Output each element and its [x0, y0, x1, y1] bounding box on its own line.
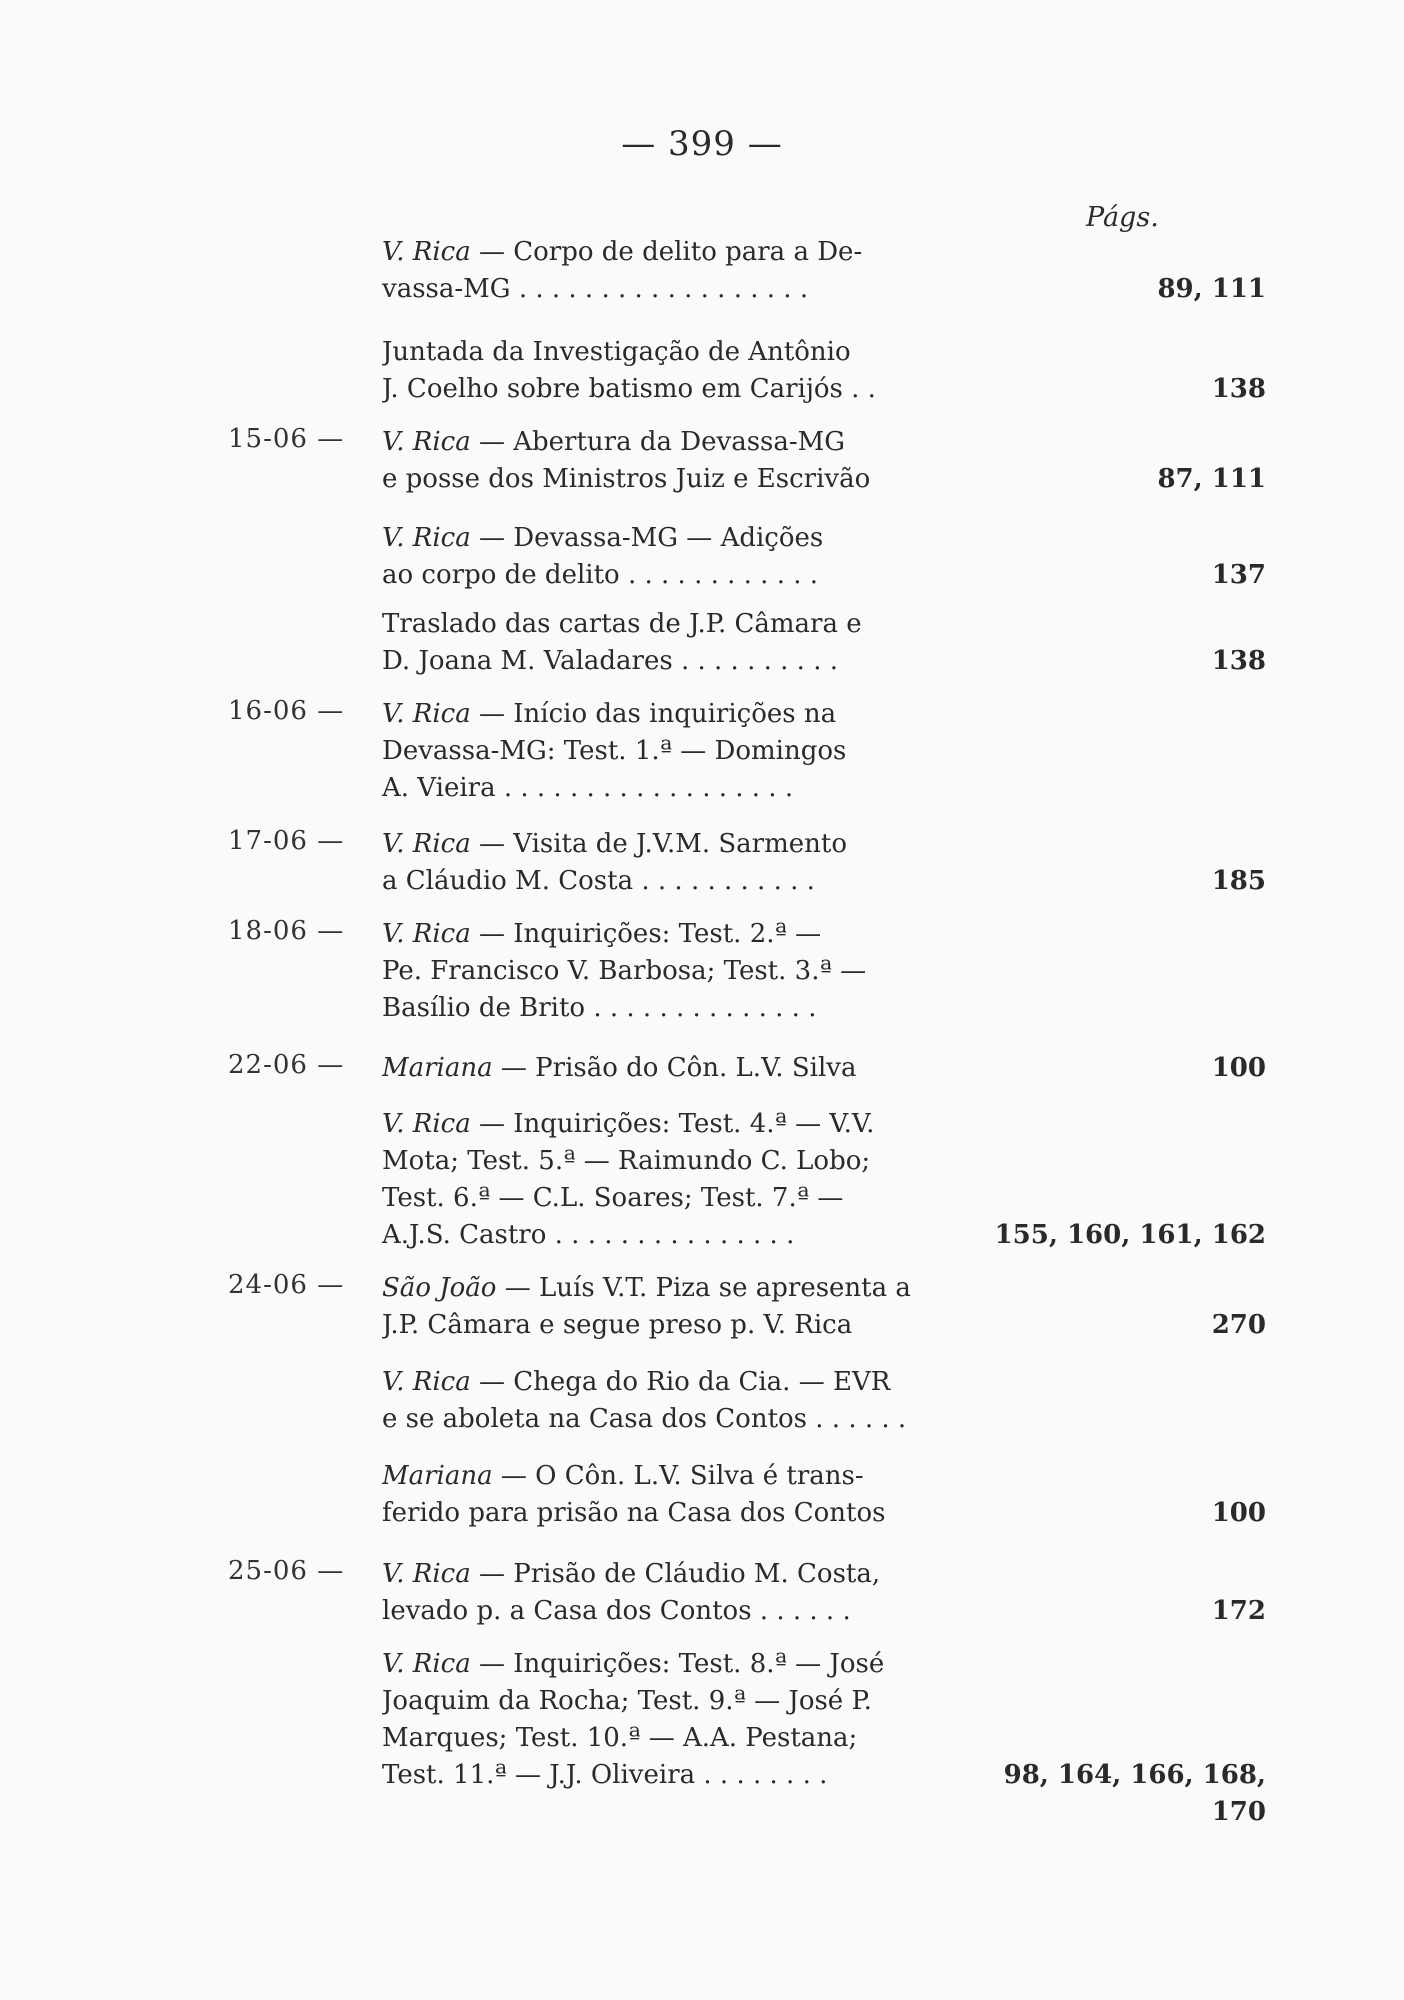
- entry-text: [382, 334, 966, 408]
- entry-line: [382, 990, 966, 1027]
- entry-line-text: Traslado das cartas de J.P. Câmara e: [382, 609, 862, 639]
- entry-text: [382, 1364, 966, 1438]
- entry-line: [382, 234, 966, 271]
- entry-line-text: Basílio de Brito . . . . . . . . . . . . . .: [382, 993, 817, 1023]
- entry-line: [382, 1757, 966, 1794]
- entry-date: 24-06 —: [228, 1270, 345, 1300]
- entry-line: [382, 1180, 966, 1217]
- entry-text: [382, 826, 966, 900]
- entry-line: [382, 1364, 966, 1401]
- entry-line: [382, 1050, 966, 1087]
- entry-pages: [986, 863, 1266, 900]
- entry-date: 22-06 —: [228, 1050, 345, 1080]
- entry-line: [382, 461, 966, 498]
- entry-pages: [986, 643, 1266, 680]
- entry-line: [382, 696, 966, 733]
- entry-place: V. Rica: [382, 1559, 471, 1589]
- entry-line-text: Test. 11.ª — J.J. Oliveira . . . . . . . .: [382, 1760, 828, 1790]
- entry-place: V. Rica: [382, 829, 471, 859]
- entry-date: 15-06 —: [228, 424, 345, 454]
- entry-pages-line: 100: [1211, 1053, 1266, 1083]
- entry-line-text: levado p. a Casa dos Contos . . . . . .: [382, 1596, 851, 1626]
- entry-text: [382, 1050, 966, 1087]
- entry-pages: [986, 1757, 1266, 1831]
- entry-line: [382, 1401, 966, 1438]
- entry-line: [382, 643, 966, 680]
- entry-pages-line: 138: [1211, 646, 1266, 676]
- entry-place: V. Rica: [382, 237, 471, 267]
- entry-text: [382, 234, 966, 308]
- entry-line: [382, 606, 966, 643]
- entry-line: [382, 1720, 966, 1757]
- entry-line: [382, 1556, 966, 1593]
- entry-pages-line: 270: [1211, 1310, 1266, 1340]
- entry-line-text: Test. 6.ª — C.L. Soares; Test. 7.ª —: [382, 1183, 844, 1213]
- entry-line-text: Marques; Test. 10.ª — A.A. Pestana;: [382, 1723, 858, 1753]
- entry-text: [382, 1646, 966, 1794]
- entry-line-text: Joaquim da Rocha; Test. 9.ª — José P.: [382, 1686, 872, 1716]
- entry-place: V. Rica: [382, 1367, 471, 1397]
- entry-place: V. Rica: [382, 427, 471, 457]
- entry-pages-line: 98, 164, 166, 168,: [1003, 1760, 1266, 1790]
- entry-line: [382, 1458, 966, 1495]
- entry-text: [382, 1556, 966, 1630]
- entry-pages: [986, 1217, 1266, 1254]
- entry-line-text: — Chega do Rio da Cia. — EVR: [478, 1367, 891, 1397]
- entry-pages-line: 137: [1211, 560, 1266, 590]
- entry-pages-line: 170: [1211, 1797, 1266, 1827]
- entry-line-text: ao corpo de delito . . . . . . . . . . . .: [382, 560, 819, 590]
- entry-pages-line: 172: [1211, 1596, 1266, 1626]
- entry-place: V. Rica: [382, 523, 471, 553]
- entry-line-text: e se aboleta na Casa dos Contos . . . . . .: [382, 1404, 907, 1434]
- entry-text: [382, 696, 966, 807]
- entry-line: [382, 1593, 966, 1630]
- entry-line: [382, 334, 966, 371]
- entry-line: [382, 424, 966, 461]
- pages-column-header: Págs.: [1086, 202, 1159, 233]
- entry-text: [382, 916, 966, 1027]
- entry-line-text: — Inquirições: Test. 2.ª —: [478, 919, 822, 949]
- entry-date: 25-06 —: [228, 1556, 345, 1586]
- entry-text: [382, 520, 966, 594]
- entry-pages: [986, 1307, 1266, 1344]
- entry-line: [382, 1683, 966, 1720]
- entry-pages: [986, 461, 1266, 498]
- entry-line: [382, 557, 966, 594]
- entry-line: [382, 1106, 966, 1143]
- entry-pages: [986, 271, 1266, 308]
- entry-place: V. Rica: [382, 1109, 471, 1139]
- entry-date: 16-06 —: [228, 696, 345, 726]
- entry-line-text: Juntada da Investigação de Antônio: [382, 337, 851, 367]
- entry-line-text: — O Côn. L.V. Silva é trans-: [500, 1461, 864, 1491]
- entry-line-text: ferido para prisão na Casa dos Contos: [382, 1498, 886, 1528]
- entry-line-text: vassa-MG . . . . . . . . . . . . . . . . . .: [382, 274, 809, 304]
- entry-line: [382, 1143, 966, 1180]
- entry-line: [382, 953, 966, 990]
- entry-line-text: Pe. Francisco V. Barbosa; Test. 3.ª —: [382, 956, 867, 986]
- entry-pages-line: 185: [1211, 866, 1266, 896]
- entry-place: São João: [382, 1273, 497, 1303]
- entry-pages: [986, 1495, 1266, 1532]
- entry-line-text: — Prisão de Cláudio M. Costa,: [478, 1559, 881, 1589]
- entry-line: [382, 1307, 966, 1344]
- entry-line-text: J. Coelho sobre batismo em Carijós . .: [382, 374, 876, 404]
- entry-date: 18-06 —: [228, 916, 345, 946]
- entry-pages-line: 155, 160, 161, 162: [994, 1220, 1266, 1250]
- entry-place: V. Rica: [382, 1649, 471, 1679]
- entry-line: [382, 520, 966, 557]
- entry-line-text: A. Vieira . . . . . . . . . . . . . . . . . .: [382, 773, 794, 803]
- entry-line-text: D. Joana M. Valadares . . . . . . . . . .: [382, 646, 838, 676]
- entry-place: Mariana: [382, 1053, 493, 1083]
- entry-place: V. Rica: [382, 699, 471, 729]
- entry-line: [382, 1495, 966, 1532]
- entry-line: [382, 826, 966, 863]
- entry-text: [382, 1106, 966, 1254]
- entry-pages: [986, 557, 1266, 594]
- entry-line-text: — Luís V.T. Piza se apresenta a: [504, 1273, 911, 1303]
- entry-place: Mariana: [382, 1461, 493, 1491]
- entry-line-text: A.J.S. Castro . . . . . . . . . . . . . . .: [382, 1220, 795, 1250]
- entry-pages: [986, 1050, 1266, 1087]
- entry-place: V. Rica: [382, 919, 471, 949]
- entry-line-text: e posse dos Ministros Juiz e Escrivão: [382, 464, 871, 494]
- entry-line: [382, 1646, 966, 1683]
- entry-pages-line: 87, 111: [1157, 464, 1266, 494]
- entry-line: [382, 733, 966, 770]
- entry-text: [382, 1458, 966, 1532]
- entry-line: [382, 1217, 966, 1254]
- entry-line: [382, 271, 966, 308]
- entry-pages: [986, 1593, 1266, 1630]
- entry-line-text: — Visita de J.V.M. Sarmento: [478, 829, 847, 859]
- entry-line-text: Devassa-MG: Test. 1.ª — Domingos: [382, 736, 847, 766]
- entry-line: [382, 371, 966, 408]
- entry-text: [382, 424, 966, 498]
- entry-text: [382, 1270, 966, 1344]
- entry-pages: [986, 371, 1266, 408]
- page-number: — 399 —: [621, 124, 783, 164]
- entry-line-text: — Corpo de delito para a De-: [478, 237, 863, 267]
- entry-pages-line: 138: [1211, 374, 1266, 404]
- entry-text: [382, 606, 966, 680]
- entry-line-text: — Inquirições: Test. 8.ª — José: [478, 1649, 885, 1679]
- entry-pages-line: 100: [1211, 1498, 1266, 1528]
- entry-line-text: — Devassa-MG — Adições: [478, 523, 824, 553]
- entry-line-text: J.P. Câmara e segue preso p. V. Rica: [382, 1310, 853, 1340]
- entry-line: [382, 916, 966, 953]
- entry-line-text: — Inquirições: Test. 4.ª — V.V.: [478, 1109, 875, 1139]
- entry-line-text: — Início das inquirições na: [478, 699, 837, 729]
- entry-line: [382, 770, 966, 807]
- entry-date: 17-06 —: [228, 826, 345, 856]
- entry-line-text: — Abertura da Devassa-MG: [478, 427, 846, 457]
- entry-line-text: a Cláudio M. Costa . . . . . . . . . . .: [382, 866, 815, 896]
- entry-line: [382, 863, 966, 900]
- entry-pages-line: 89, 111: [1157, 274, 1266, 304]
- entry-line-text: Mota; Test. 5.ª — Raimundo C. Lobo;: [382, 1146, 871, 1176]
- entry-line-text: — Prisão do Côn. L.V. Silva: [500, 1053, 857, 1083]
- entry-line: [382, 1270, 966, 1307]
